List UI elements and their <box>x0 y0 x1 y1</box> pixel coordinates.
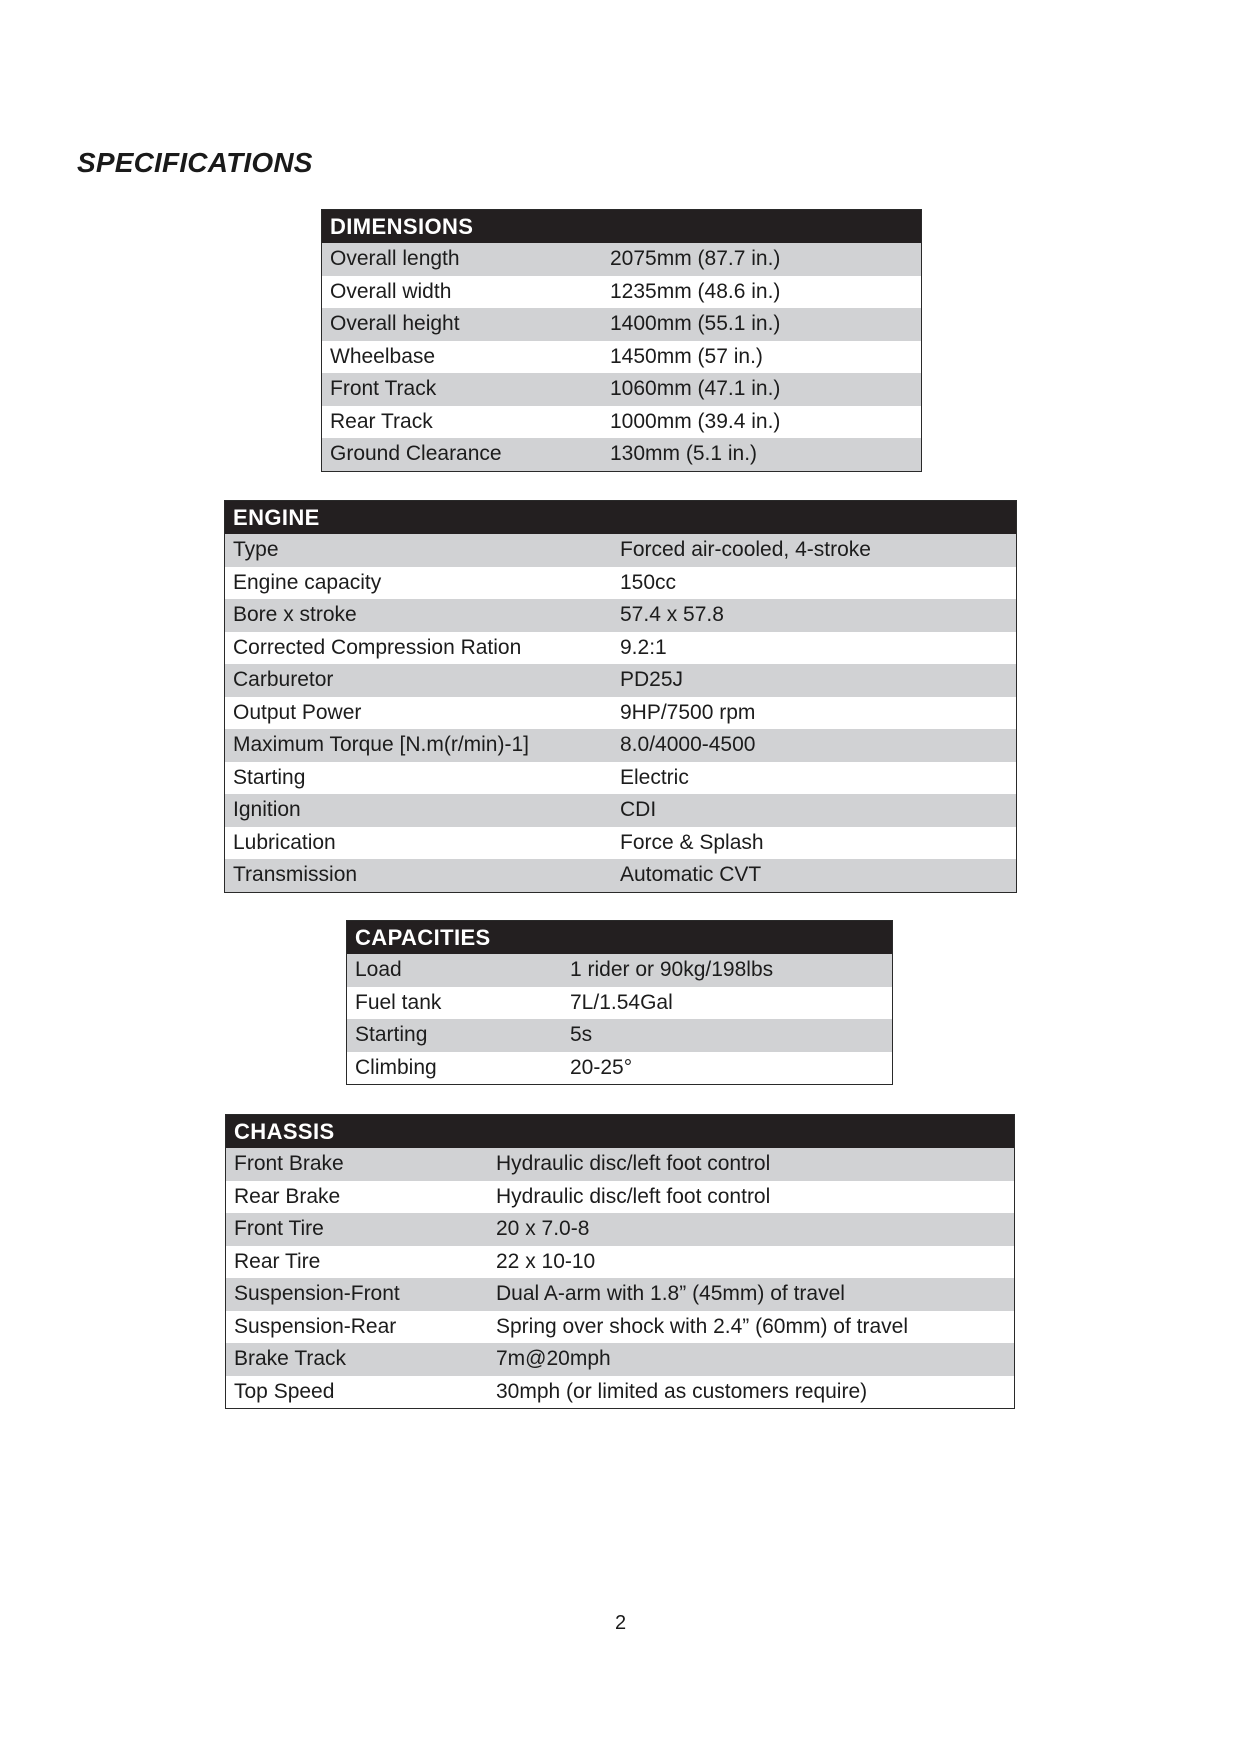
spec-value: 5s <box>570 1023 593 1046</box>
table-heading: CAPACITIES <box>347 921 892 954</box>
table-row <box>347 954 892 987</box>
page-number: 2 <box>614 1612 627 1634</box>
engine-table <box>224 500 1017 893</box>
table-row <box>226 1278 1014 1311</box>
spec-label: Rear Brake <box>234 1184 341 1208</box>
spec-label: Front Brake <box>234 1152 344 1175</box>
spec-label: Front Tire <box>234 1217 324 1240</box>
spec-value: 130mm (5.1 in.) <box>610 442 758 465</box>
spec-label: Ground Clearance <box>330 442 502 465</box>
table-row <box>225 567 1016 600</box>
spec-label: Ignition <box>233 798 301 821</box>
spec-value: 7m@20mph <box>496 1347 611 1370</box>
spec-label: Output Power <box>233 700 362 724</box>
spec-value: PD25J <box>620 668 684 691</box>
table-row <box>226 1311 1014 1344</box>
table-row <box>225 762 1016 795</box>
table-row <box>225 794 1016 827</box>
table-row <box>225 729 1016 762</box>
spec-label: Transmission <box>233 863 358 886</box>
table-row <box>322 438 921 471</box>
spec-value: 22 x 10-10 <box>496 1249 596 1273</box>
spec-value: Hydraulic disc/left foot control <box>496 1184 771 1208</box>
spec-label: Rear Tire <box>234 1249 321 1273</box>
spec-value: 1400mm (55.1 in.) <box>610 312 781 335</box>
spec-value: 2075mm (87.7 in.) <box>610 247 781 270</box>
spec-label: Type <box>233 538 279 561</box>
spec-value: CDI <box>620 798 657 821</box>
table-row <box>226 1213 1014 1246</box>
spec-label: Wheelbase <box>330 344 436 368</box>
spec-label: Engine capacity <box>233 570 382 594</box>
spec-value: 9HP/7500 rpm <box>620 700 756 724</box>
table-row <box>226 1246 1014 1279</box>
spec-label: Carburetor <box>233 668 334 691</box>
capacities-table <box>346 920 893 1085</box>
table-row <box>225 827 1016 860</box>
spec-value: 1 rider or 90kg/198lbs <box>570 958 774 981</box>
spec-label: Maximum Torque [N.m(r/min)-1] <box>233 733 529 756</box>
table-row <box>225 859 1016 892</box>
table-row <box>225 664 1016 697</box>
spec-value: 7L/1.54Gal <box>570 990 673 1014</box>
spec-value: 20-25° <box>570 1055 633 1079</box>
spec-label: Bore x stroke <box>233 603 357 626</box>
spec-value: Automatic CVT <box>620 863 762 886</box>
table-row <box>225 632 1016 665</box>
spec-label: Starting <box>355 1023 428 1046</box>
table-row <box>226 1343 1014 1376</box>
table-row <box>322 308 921 341</box>
table-row <box>347 1019 892 1052</box>
spec-value: 30mph (or limited as customers require) <box>496 1379 868 1403</box>
spec-value: Forced air-cooled, 4-stroke <box>620 538 871 561</box>
spec-label: Suspension-Front <box>234 1282 400 1305</box>
spec-value: 1235mm (48.6 in.) <box>610 279 781 303</box>
spec-label: Top Speed <box>234 1379 335 1403</box>
chassis-table <box>225 1114 1015 1409</box>
table-row <box>225 697 1016 730</box>
spec-label: Overall length <box>330 247 460 270</box>
table-heading: ENGINE <box>225 501 1016 534</box>
spec-value: Hydraulic disc/left foot control <box>496 1152 771 1175</box>
spec-value: 9.2:1 <box>620 635 667 659</box>
table-row <box>226 1148 1014 1181</box>
spec-label: Overall height <box>330 312 460 335</box>
spec-label: Overall width <box>330 279 452 303</box>
spec-value: 1450mm (57 in.) <box>610 344 763 368</box>
spec-label: Suspension-Rear <box>234 1314 397 1338</box>
spec-label: Rear Track <box>330 409 433 433</box>
table-row <box>226 1181 1014 1214</box>
table-row <box>225 534 1016 567</box>
table-row <box>347 1052 892 1085</box>
spec-value: Electric <box>620 765 689 789</box>
dimensions-table <box>321 209 922 472</box>
spec-value: 57.4 x 57.8 <box>620 603 724 626</box>
table-row <box>322 276 921 309</box>
page-title: SPECIFICATIONS <box>77 147 313 178</box>
spec-value: 150cc <box>620 570 677 594</box>
spec-value: Force & Splash <box>620 830 764 854</box>
spec-label: Corrected Compression Ration <box>233 635 522 659</box>
spec-label: Starting <box>233 765 306 789</box>
table-row <box>225 599 1016 632</box>
spec-label: Fuel tank <box>355 990 442 1014</box>
table-row <box>322 341 921 374</box>
table-row <box>322 406 921 439</box>
table-row <box>226 1376 1014 1409</box>
table-row <box>322 243 921 276</box>
spec-value: 1000mm (39.4 in.) <box>610 409 781 433</box>
spec-label: Load <box>355 958 402 981</box>
spec-value: Dual A-arm with 1.8” (45mm) of travel <box>496 1282 845 1305</box>
spec-value: 1060mm (47.1 in.) <box>610 377 781 400</box>
table-row <box>322 373 921 406</box>
spec-label: Lubrication <box>233 830 336 854</box>
spec-label: Brake Track <box>234 1347 347 1370</box>
spec-value: 8.0/4000-4500 <box>620 733 756 756</box>
table-row <box>347 987 892 1020</box>
table-heading: CHASSIS <box>226 1115 1014 1148</box>
spec-value: 20 x 7.0-8 <box>496 1217 590 1240</box>
spec-label: Climbing <box>355 1055 437 1079</box>
spec-value: Spring over shock with 2.4” (60mm) of travel <box>496 1314 908 1338</box>
spec-label: Front Track <box>330 377 437 400</box>
table-heading: DIMENSIONS <box>322 210 921 243</box>
